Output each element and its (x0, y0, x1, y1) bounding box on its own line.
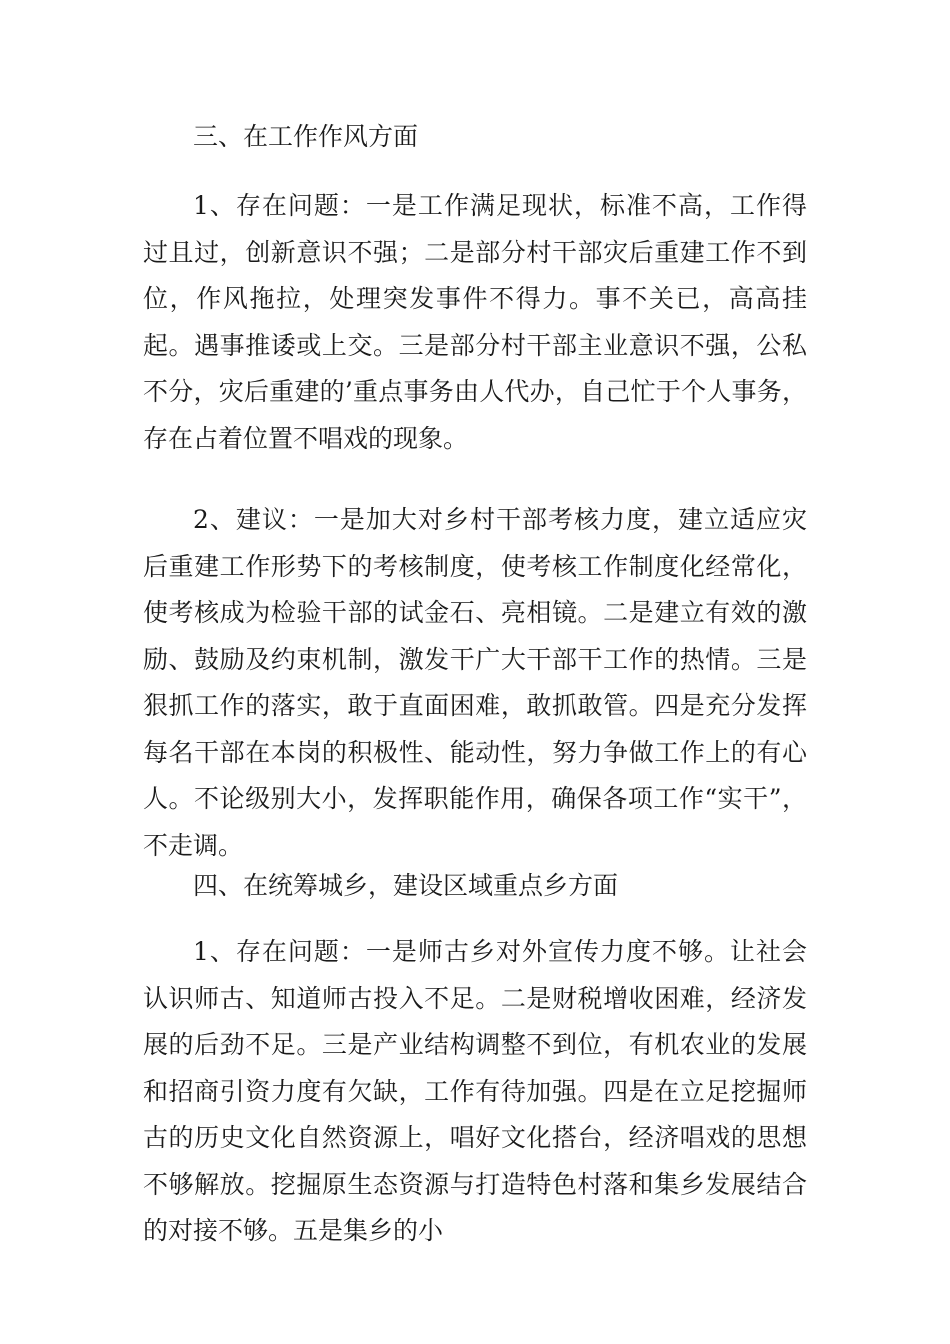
paragraph-work-style-suggestions: 2、建议：一是加大对乡村干部考核力度，建立适应灾后重建工作形势下的考核制度，使考核工作制度化经常化，使考核成为检验干部的试金石、亮相镜。二是建立有效的激励、鼓励及约束机制，激发干广大干部干工作的热情。三是狠抓工作的落实，敢于直面困难，敢抓敢管。四是充分发挥每名干部在本岗的积极性、能动性，努力争做工作上的有心人。不论级别大小，发挥职能作用，确保各项工作“实干”，不走调。 (143, 505, 807, 860)
section-heading-urban-rural: 四、在统筹城乡，建设区域重点乡方面 (193, 871, 619, 900)
paragraph-urban-rural-problems: 1、存在问题：一是师古乡对外宣传力度不够。让社会认识师古、知道师古投入不足。二是财税增收困难，经济发展的后劲不足。三是产业结构调整不到位，有机农业的发展和招商引资力度有欠缺，工作有待加强。四是在立足挖掘师古的历史文化自然资源上，唱好文化搭台，经济唱戏的思想不够解放。挖掘原生态资源与打造特色村落和集乡发展结合的对接不够。五是集乡的小 (143, 937, 807, 1245)
section-heading-work-style: 三、在工作作风方面 (193, 122, 419, 151)
paragraph-work-style-problems: 1、存在问题：一是工作满足现状，标准不高，工作得过且过，创新意识不强；二是部分村干部灾后重建工作不到位，作风拖拉，处理突发事件不得力。事不关已，高高挂起。遇事推诿或上交。三是部分村干部主业意识不强，公私不分，灾后重建的’重点事务由人代办，自己忙于个人事务，存在占着位置不唱戏的现象。 (143, 191, 807, 453)
